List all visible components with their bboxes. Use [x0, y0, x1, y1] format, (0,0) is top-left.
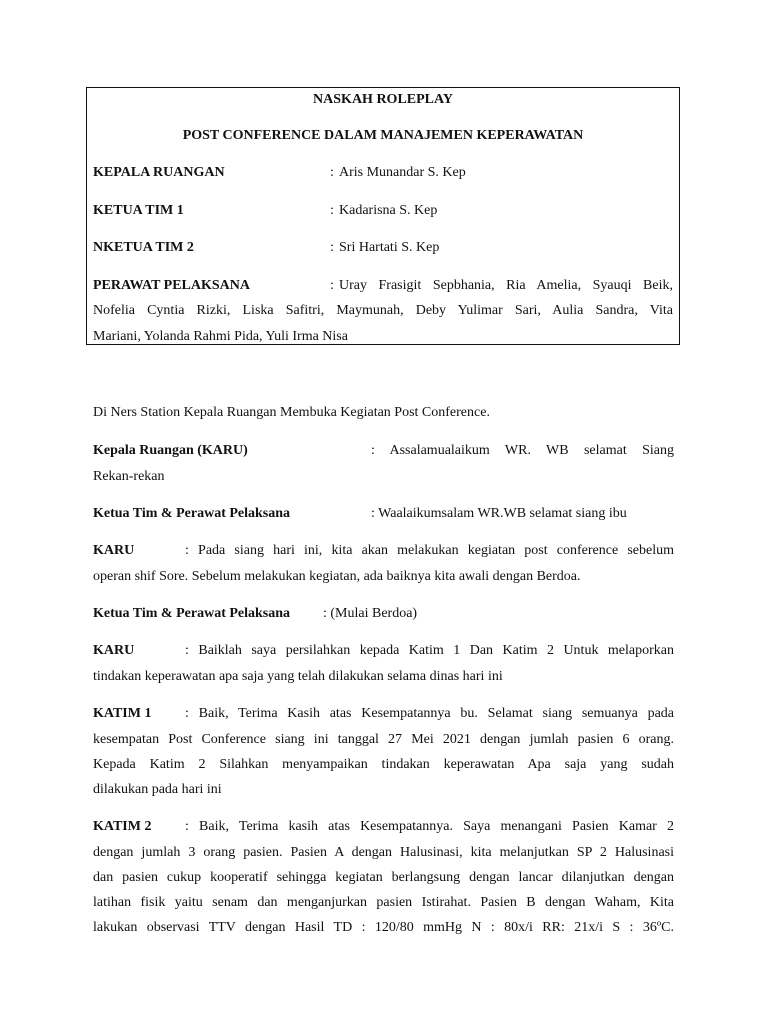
perawat-names-line3: Mariani, Yolanda Rahmi Pida, Yuli Irma Nisa: [93, 329, 348, 344]
dialogue-katim1: [93, 706, 674, 722]
speaker-name: KATIM 2: [93, 819, 152, 834]
dialogue-text: : Assalamualaikum WR. WB selamat Siang: [371, 443, 674, 458]
row-colon: :: [330, 240, 334, 255]
row-label: KEPALA RUANGAN: [93, 165, 225, 180]
perawat-names-line1: Uray Frasigit Sepbhania, Ria Amelia, Syauqi Beik,: [339, 278, 673, 293]
dialogue-karu-greeting: [93, 443, 674, 459]
dialogue-text: : (Mulai Berdoa): [323, 606, 418, 621]
dialogue-text: : Pada siang hari ini, kita akan melakukan kegiatan post conference sebelum: [185, 543, 674, 558]
row-colon: :: [330, 278, 334, 293]
dialogue-text: dilakukan pada hari ini: [93, 782, 222, 797]
row-label: NKETUA TIM 2: [93, 240, 194, 255]
speaker-name: Ketua Tim & Perawat Pelaksana: [93, 606, 291, 621]
dialogue-text: : Baik, Terima kasih atas Kesempatannya. Saya menangani Pasien Kamar 2: [185, 819, 674, 834]
dialogue-text: Kepada Katim 2 Silahkan menyampaikan tindakan keperawatan Apa saja yang sudah: [93, 757, 674, 772]
dialogue-text: operan shif Sore. Sebelum melakukan kegiatan, ada baiknya kita awali dengan Berdoa.: [93, 569, 581, 584]
dialogue-team-prayer: [93, 606, 674, 622]
dialogue-text: tindakan keperawatan apa saja yang telah dilakukan selama dinas hari ini: [93, 669, 503, 684]
dialogue-text: lakukan observasi TTV dengan Hasil TD : 120/80 mmHg N : 80x/i RR: 21x/i S : 36ºC.: [93, 920, 674, 935]
dialogue-text: Rekan-rekan: [93, 469, 165, 484]
row-colon: :: [330, 203, 334, 218]
header-box: [86, 87, 680, 345]
dialogue-text: dan pasien cukup kooperatif sehingga kegiatan berlangsung dengan lancar dilanjutkan dengan: [93, 870, 674, 885]
row-value: Sri Hartati S. Kep: [339, 240, 440, 255]
dialogue-text: : Waalaikumsalam WR.WB selamat siang ibu: [371, 506, 627, 521]
row-label: PERAWAT PELAKSANA: [93, 278, 251, 293]
dialogue-karu-invite: [93, 643, 674, 659]
dialogue-karu-opening: [93, 543, 674, 559]
document-subtitle: POST CONFERENCE DALAM MANAJEMEN KEPERAWATAN: [182, 128, 584, 143]
dialogue-text: latihan fisik yaitu senam dan menganjurkan pasien Istirahat. Pasien B dengan Waham, Kita: [93, 895, 674, 910]
perawat-pelaksana-row: [93, 278, 673, 298]
row-colon: :: [330, 165, 334, 180]
dialogue-text: : Baiklah saya persilahkan kepada Katim 1 Dan Katim 2 Untuk melaporkan: [185, 643, 674, 658]
row-value: Kadarisna S. Kep: [339, 203, 438, 218]
speaker-name: Kepala Ruangan (KARU): [93, 443, 248, 458]
speaker-name: Ketua Tim & Perawat Pelaksana: [93, 506, 291, 521]
intro-line: Di Ners Station Kepala Ruangan Membuka Kegiatan Post Conference.: [93, 405, 490, 420]
dialogue-text: : Baik, Terima Kasih atas Kesempatannya bu. Selamat siang semuanya pada: [185, 706, 674, 721]
dialogue-katim2: [93, 819, 674, 835]
speaker-name: KARU: [93, 543, 135, 558]
row-label: KETUA TIM 1: [93, 203, 184, 218]
speaker-name: KARU: [93, 643, 135, 658]
dialogue-text: dengan jumlah 3 orang pasien. Pasien A dengan Halusinasi, kita melanjutkan SP 2 Halusinasi: [93, 845, 674, 860]
dialogue-team-reply: [93, 506, 674, 522]
document-title: NASKAH ROLEPLAY: [313, 92, 453, 107]
perawat-names-line2: Nofelia Cyntia Rizki, Liska Safitri, Maymunah, Deby Yulimar Sari, Aulia Sandra, Vita: [93, 303, 673, 318]
speaker-name: KATIM 1: [93, 706, 152, 721]
dialogue-text: kesempatan Post Conference siang ini tanggal 27 Mei 2021 dengan jumlah pasien 6 orang.: [93, 732, 674, 747]
row-value: Aris Munandar S. Kep: [339, 165, 466, 180]
